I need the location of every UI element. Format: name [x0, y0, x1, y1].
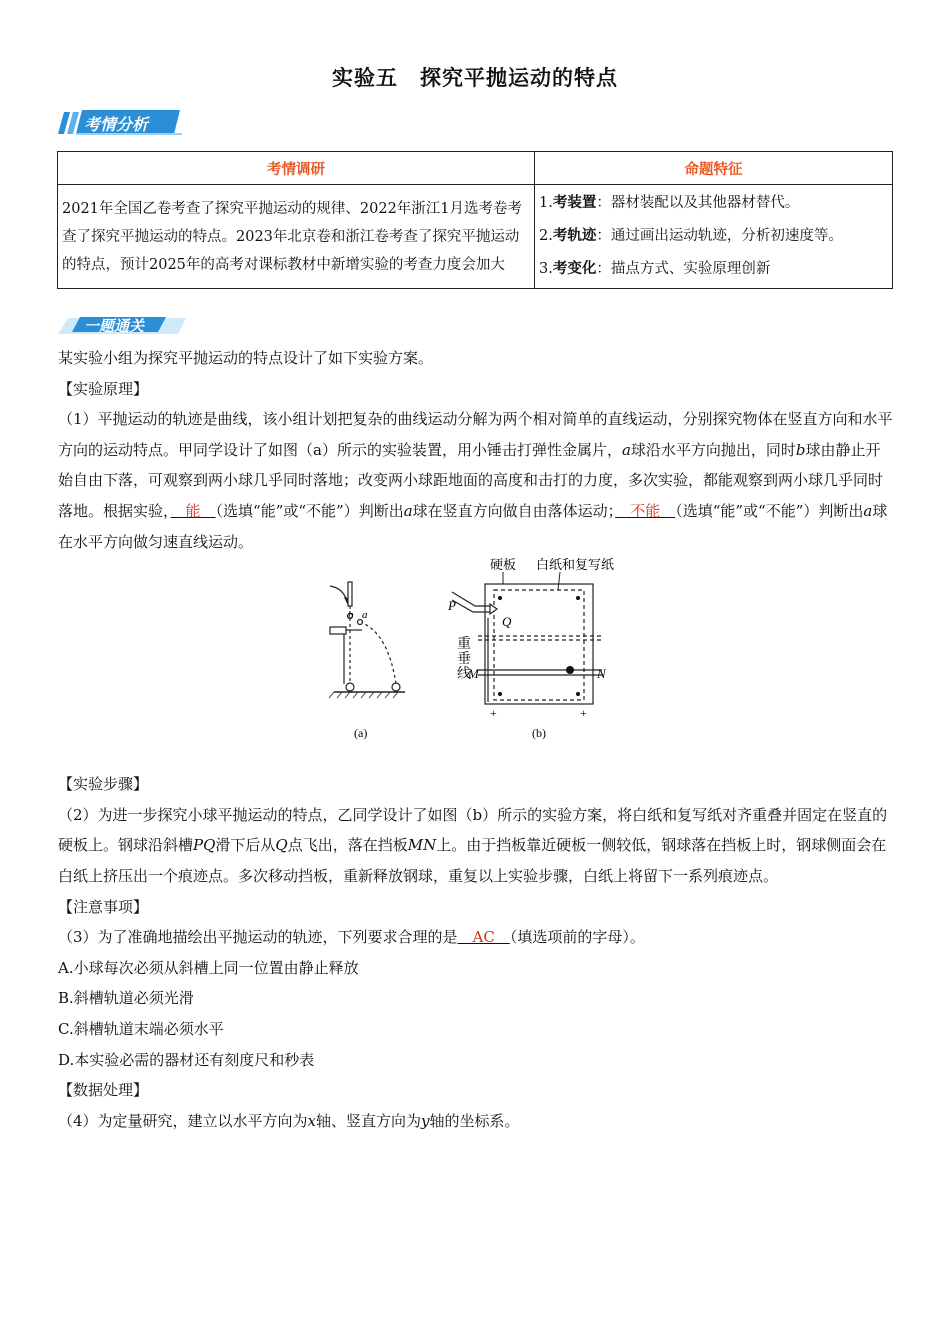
survey-text: 2021年全国乙卷考查了探究平抛运动的规律、2022年浙江1月选考卷考查了探究平抛运动的特点。2023年北京卷和浙江卷考查了探究平抛运动的特点，预计2025年的高考对课标教材中新增实验的考查力度会加大 [58, 185, 535, 289]
plus-left: + [490, 706, 497, 720]
exam-analysis-table [57, 151, 893, 289]
option-d: D.本实验必需的器材还有刻度尺和秒表 [58, 1050, 315, 1069]
option-b: B.斜槽轨道必须光滑 [58, 989, 194, 1008]
caption-a: (a) [354, 726, 368, 740]
analysis-banner-text: 考情分析 [84, 115, 149, 134]
plumb-label-1: 重 [457, 637, 471, 652]
figure-b-apparatus [452, 584, 602, 704]
data-header: 【数据处理】 [58, 1081, 149, 1100]
caption-b: (b) [532, 726, 546, 740]
feature-item: 3.考变化：描点方式、实验原理创新 [539, 261, 771, 277]
point-m-label: M [468, 666, 479, 681]
one-question-banner [58, 314, 188, 338]
intro-text: 某实验小组为探究平抛运动的特点设计了如下实验方案。 [58, 349, 434, 367]
notes-header: 【注意事项】 [58, 897, 149, 916]
header-survey: 考情调研 [58, 152, 535, 185]
one-question-banner-text: 一题通关 [84, 317, 145, 335]
plus-right: + [580, 706, 587, 720]
board-label: 硬板 [490, 557, 517, 572]
experiment-figure [320, 552, 630, 747]
analysis-banner [58, 108, 183, 136]
question-2: （2）为进一步探究小球平抛运动的特点，乙同学设计了如图（b）所示的实验方案，将白纸和复写纸对齐重叠并固定在竖直的硬板上。钢球沿斜槽PQ滑下后从Q点飞出，落在挡板MN上。由于挡板靠近硬板一侧较低，钢球落在挡板上时，钢球侧面会在白纸上挤压出一个痕迹点。多次移动挡板，重新释放钢球，重复以上实验步骤，白纸上将留下一系列痕迹点。 [58, 805, 888, 885]
table-row [58, 185, 893, 289]
features-cell [535, 185, 893, 289]
answer-2: 不能 [615, 501, 676, 520]
figure-a-apparatus [329, 582, 405, 698]
steps-header: 【实验步骤】 [58, 775, 149, 794]
table-header-row [58, 152, 893, 185]
answer-1: 能 [170, 501, 216, 520]
option-a: A.小球每次必须从斜槽上同一位置由静止释放 [58, 958, 359, 977]
principle-header: 【实验原理】 [58, 379, 149, 398]
ball-a-label: a [362, 609, 368, 621]
point-p-label: P [448, 598, 456, 613]
option-c: C.斜槽轨道末端必须水平 [58, 1019, 224, 1038]
feature-item: 2.考轨迹：通过画出运动轨迹，分析初速度等。 [539, 228, 843, 244]
header-features: 命题特征 [535, 152, 893, 185]
page-title: 实验五 探究平抛运动的特点 [332, 66, 618, 90]
paper-label: 白纸和复写纸 [536, 557, 615, 572]
plumb-label-2: 垂 [457, 652, 471, 667]
point-n-label: N [597, 666, 606, 681]
plumb-label-3: 线 [457, 667, 471, 682]
point-q-label: Q [502, 614, 512, 629]
question-1: （1）平抛运动的轨迹是曲线，该小组计划把复杂的曲线运动分解为两个相对简单的直线运动，分别探究物体在竖直方向和水平方向的运动特点。甲同学设计了如图（a）所示的实验装置，用小锤击打弹性金属片，a球沿水平方向抛出，同时b球由静止开始自由下落，可观察到两小球几乎同时落地；改变两小球距地面的高度和击打的力度，多次实验，都能观察到两小球几乎同时落地。根据实验， 能 （选填“能”或“不能”）判断出a球在竖直方向做自由落体运动； 不能 （选填“能”或“不能”）判断出a球在水平方向做匀速直线运动。 [58, 410, 893, 551]
ball-b-label: b [348, 609, 354, 621]
answer-3: AC [457, 928, 510, 947]
feature-item: 1.考装置：器材装配以及其他器材替代。 [539, 195, 800, 211]
question-3: （3）为了准确地描绘出平抛运动的轨迹，下列要求合理的是 AC （填选项前的字母）。 [58, 928, 645, 947]
question-4: （4）为定量研究，建立以水平方向为x轴、竖直方向为y轴的坐标系。 [58, 1111, 520, 1130]
